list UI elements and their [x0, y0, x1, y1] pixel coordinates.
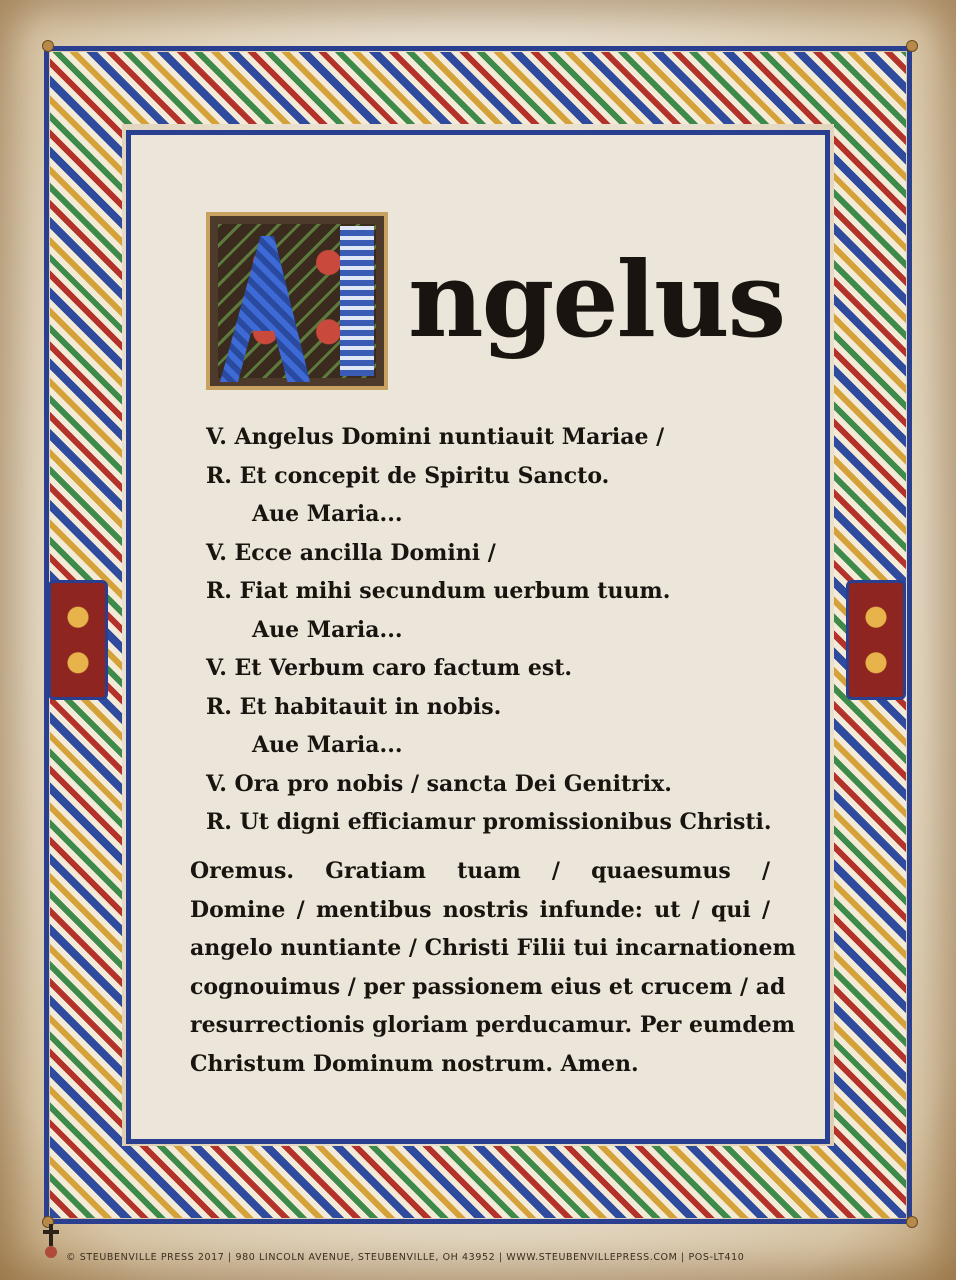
versicle-line: V. Ecce ancilla Domini / [206, 539, 496, 566]
response-ave-maria: Aue Maria... [252, 732, 403, 758]
versicle-line: R. Ut digni efficiamur promissionibus Christi. [206, 809, 772, 835]
versicle-line: V. Angelus Domini nuntiauit Mariae / [206, 424, 665, 450]
corner-ornament-top-right [906, 40, 918, 52]
prayer-line: cognouimus / per passionem eius et crucem / ad [190, 973, 786, 1000]
versicle-line: R. Et habitauit in nobis. [206, 693, 502, 720]
prayer-line: Oremus. Gratiam tuam / quaesumus / [190, 858, 770, 884]
versicle-line: V. Et Verbum caro factum est. [206, 655, 573, 681]
corner-ornament-top-left [42, 40, 54, 52]
publisher-cross-icon [40, 1222, 62, 1260]
title-rest: ngelus [408, 238, 785, 361]
response-ave-maria: Aue Maria... [252, 501, 403, 527]
illuminated-initial [206, 212, 388, 390]
right-ornament-medallion [846, 580, 906, 700]
response-ave-maria: Aue Maria... [252, 616, 403, 643]
publisher-footer: © STEUBENVILLE PRESS 2017 | 980 LINCOLN AVENUE, STEUBENVILLE, OH 43952 | WWW.STEUBENVILLEPRESS.COM | POS-LT410 [66, 1252, 745, 1263]
left-ornament-medallion [48, 580, 108, 700]
blue-pattern-panel [340, 226, 374, 376]
prayer-line: Christum Dominum nostrum. Amen. [190, 1050, 639, 1077]
versicle-line: V. Ora pro nobis / sancta Dei Genitrix. [206, 770, 672, 797]
prayer-line: Domine / mentibus nostris infunde: ut / qui / [190, 896, 770, 923]
prayer-line: resurrectionis gloriam perducamur. Per eumdem [190, 1012, 795, 1038]
page-title [408, 238, 785, 361]
corner-ornament-bottom-right [906, 1216, 918, 1228]
versicle-line: R. Et concepit de Spiritu Sancto. [206, 462, 610, 489]
prayer-line: angelo nuntiante / Christi Filii tui incarnationem [190, 935, 796, 961]
versicle-list [206, 418, 806, 842]
collect-prayer [190, 852, 796, 1083]
versicle-line: R. Fiat mihi secundum uerbum tuum. [206, 578, 671, 604]
